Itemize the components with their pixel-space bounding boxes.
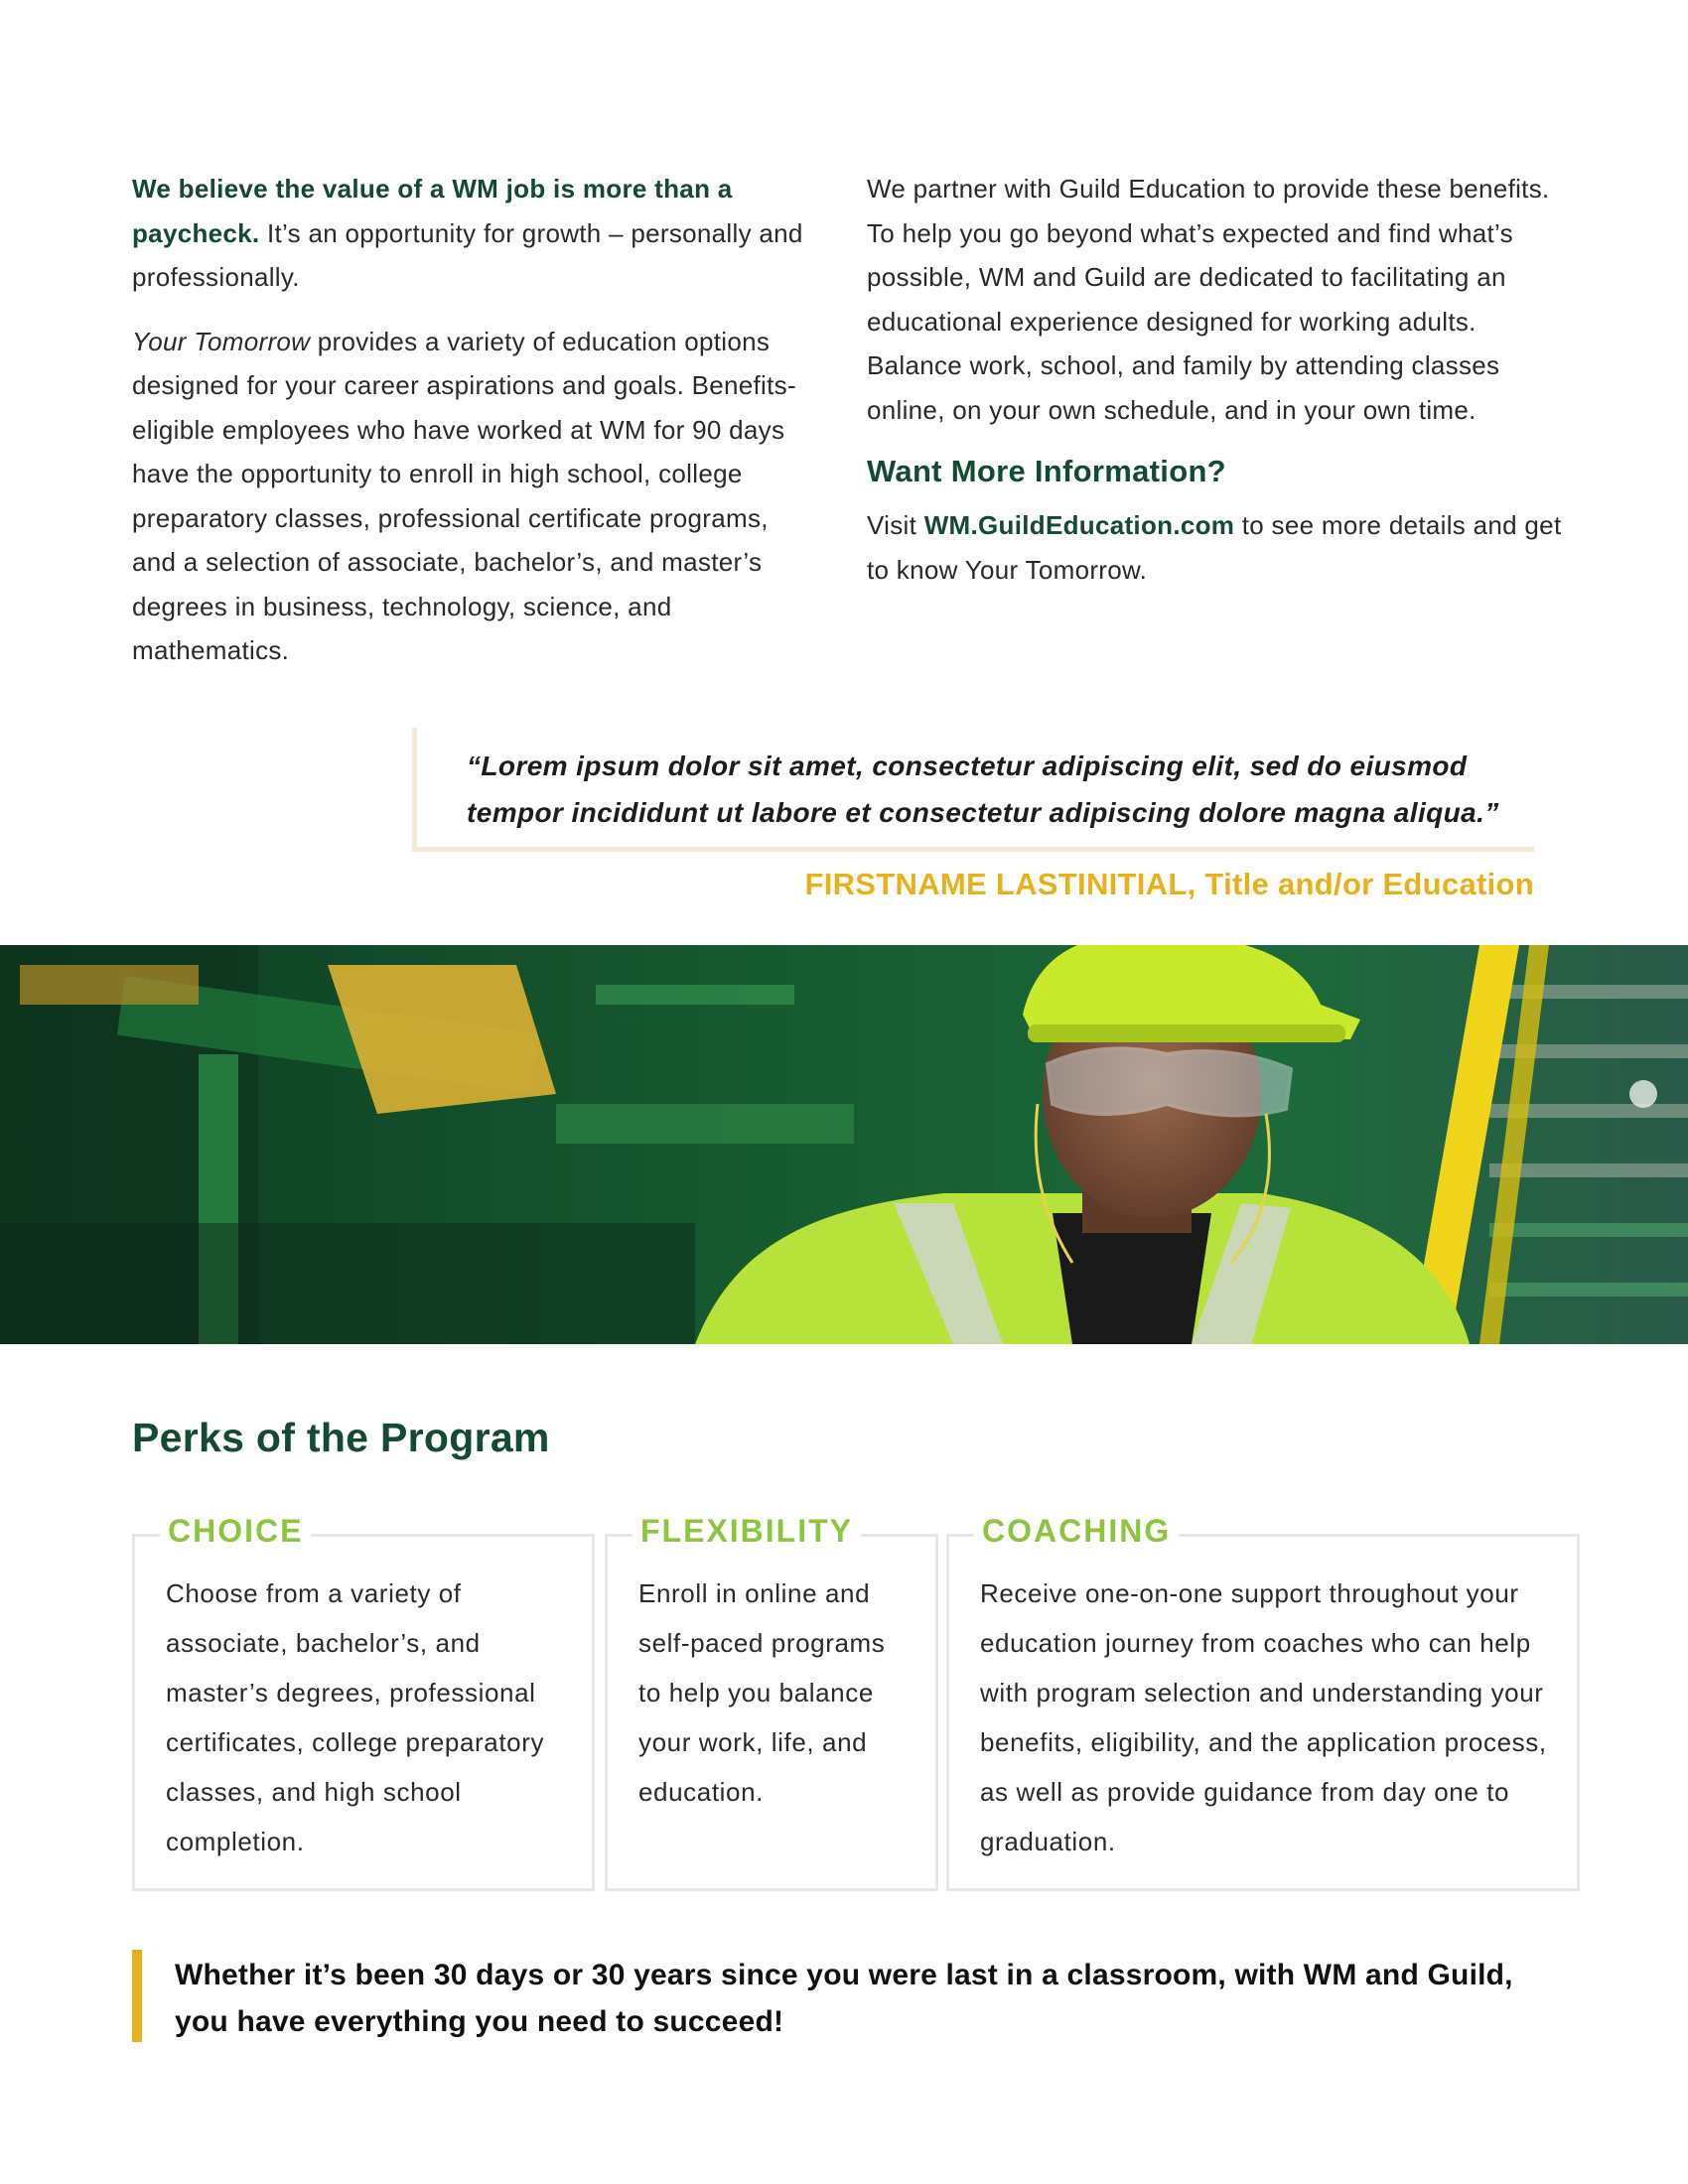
program-description: provides a variety of education options designed for your career aspirations and goals. Benefits-eligible employees who have worked at WM for 90 days have the opportunity to enroll in high school, college preparatory classes, professional certificate programs, and a selection of associate, bachelor’s, and master’s degrees in business, technology, science, and mathematics. [132,326,796,665]
perk-coaching-text: Receive one-on-one support throughout your education journey from coaches who can help with program selection and understanding your benefits, eligibility, and the application process, as well as provide guidance from day one to graduation. [980,1578,1547,1856]
perk-coaching-card [946,1513,1580,1891]
perk-choice-card [132,1513,595,1891]
program-name: Your Tomorrow [132,326,311,356]
perk-flexibility-text: Enroll in online and self-paced programs to help you balance your work, life, and education. [638,1578,886,1807]
perk-flexibility-card [605,1513,938,1891]
closing-text: Whether it’s been 30 days or 30 years since you were last in a classroom, with WM and Guild, you have everything you need to succeed! [175,1959,1513,2038]
perks-title: Perks of the Program [132,1415,550,1460]
visit-suffix: to see more details and get to know Your Tomorrow. [867,510,1562,585]
guild-link[interactable]: WM.GuildEducation.com [923,510,1235,540]
intro-lead-rest: It’s an opportunity for growth – personally and professionally. [132,217,803,292]
visit-paragraph [867,503,1562,592]
partner-paragraph: We partner with Guild Education to provide these benefits. To help you go beyond what’s expected and find what’s possible, WM and Guild are dedicated to facilitating an educational experience designed for working adults. Balance work, school, and family by attending classes online, on your own schedule, and in your own time. [867,174,1550,425]
program-paragraph [132,320,817,673]
worker-photo-illustration [0,945,1688,1344]
perk-flexibility-label: FLEXIBILITY [633,1513,861,1550]
intro-lead: We believe the value of a WM job is more than a paycheck. [132,174,733,248]
visit-prefix: Visit [867,510,924,540]
testimonial-quote [412,728,1534,852]
perk-choice-label: CHOICE [160,1513,311,1550]
intro-column [132,167,817,693]
quote-text: “Lorem ipsum dolor sit amet, consectetur adipiscing elit, sed do eiusmod tempor incididunt ut labore et consectetur adipiscing dolore magna aliqua.” [467,751,1499,828]
perk-choice-text: Choose from a variety of associate, bachelor’s, and master’s degrees, professional certificates, college preparatory classes, and high school completion. [166,1578,545,1856]
info-heading: Want More Information? [867,454,1226,488]
closing-callout [132,1950,1562,2042]
partner-column [867,167,1562,612]
perk-coaching-label: COACHING [974,1513,1179,1550]
worker-photo [0,945,1688,1344]
quote-attribution: FIRSTNAME LASTINITIAL, Title and/or Education [804,867,1534,901]
intro-paragraph [132,167,817,300]
